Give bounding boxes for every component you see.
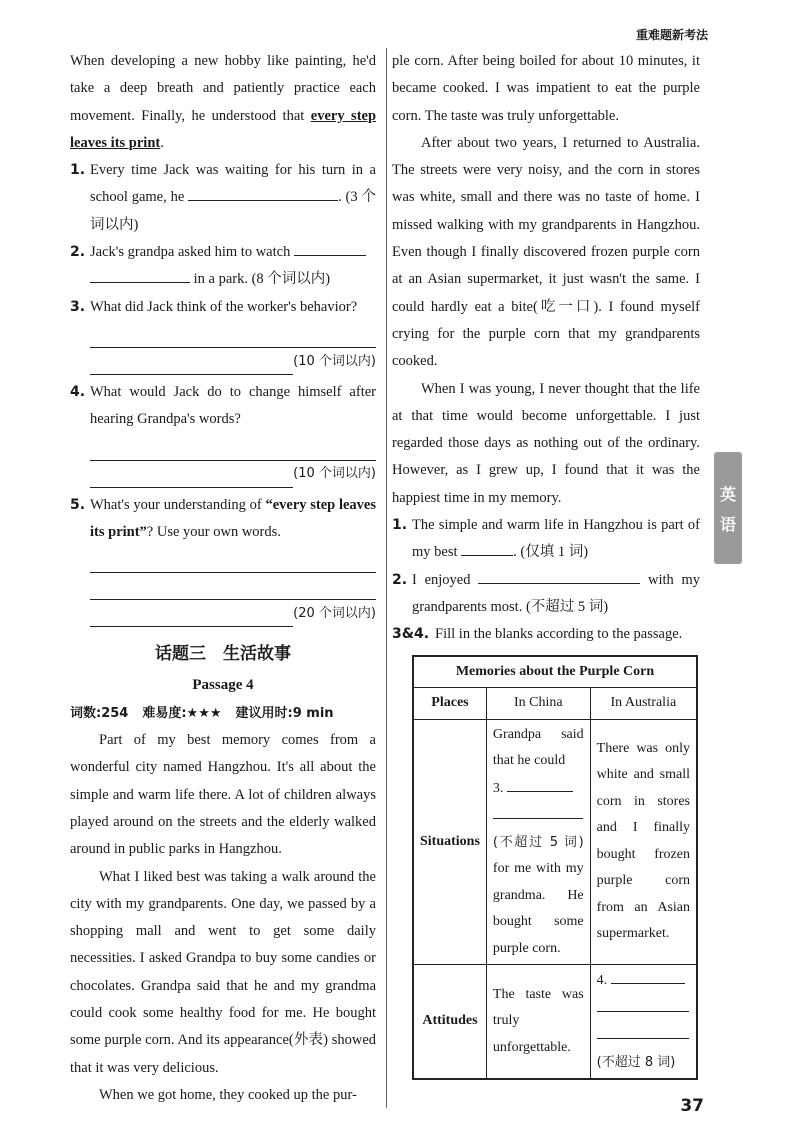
page-number: 37 <box>680 1096 704 1116</box>
passage-paragraph: ple corn. After being boiled for about 10 minutes, it became cooked. I was impatient to eat the purple corn. The taste was truly unforgettable. <box>392 53 700 124</box>
question-3: 3. What did Jack think of the worker's behavior? <box>70 298 358 315</box>
answer-blank[interactable] <box>188 184 338 201</box>
answer-blank[interactable] <box>611 967 685 984</box>
intro-paragraph: When developing a new hobby like painting, he'd take a deep breath and patiently practice each movement. Finally, he understood that every step leaves its print. <box>70 53 377 151</box>
right-column <box>392 48 700 1080</box>
answer-line[interactable] <box>90 321 376 348</box>
passage-title: Passage 4 <box>192 677 254 694</box>
passage-paragraph: Part of my best memory comes from a wonderful city named Hangzhou. It's all about the simple and warm life there. A lot of children always played around on the streets and the elderly walked around in public parks in Hangzhou. <box>70 732 376 858</box>
answer-blank[interactable] <box>461 539 513 556</box>
question-4: 4. What would Jack do to change himself after hearing Grandpa's words? <box>70 383 376 428</box>
answer-blank[interactable] <box>493 802 583 819</box>
passage-paragraph: What I liked best was taking a walk around the city with my grandparents. One day, we passed by a shopping mall and went to get some daily necessities. I asked Grandpa to buy some candies or chocolates. Grandpa said that he and my grandma could cook some healthy food for me. He bought some purple corn. And its appearance(外表) showed that it was very delicious. <box>70 868 376 1076</box>
answer-blank[interactable] <box>294 239 366 256</box>
answer-line[interactable]: (20 个词以内) <box>90 600 376 627</box>
cell-australia-situation: There was only white and small corn in stores and I finally bought frozen purple corn from an Asian supermarket. <box>590 719 697 965</box>
cell-china-attitude: The taste was truly unforgettable. <box>486 965 590 1080</box>
question-2: 2. Jack's grandpa asked him to watch in a park. (8 个词以内) <box>70 239 376 294</box>
passage-paragraph: After about two years, I returned to Australia. The streets were very noisy, and the corn in stores was white, small and there was no taste of home. I missed walking with my grandparents in Hangzhou. Even though I finally discovered frozen purple corn at an Asian supermarket, it just wasn't the same. I could hardly eat a bite(吃一口). I found myself crying for the purple corn that my grandparents cooked. <box>392 134 700 370</box>
answer-line[interactable]: (10 个词以内) <box>90 461 376 488</box>
right-question-1: 1. The simple and warm life in Hangzhou is part of my best . (仅填 1 词) <box>392 517 700 561</box>
answer-blank[interactable] <box>507 775 573 792</box>
passage-paragraph: When we got home, they cooked up the pur- <box>99 1086 357 1103</box>
answer-line[interactable]: (10 个词以内) <box>90 348 376 375</box>
answer-line[interactable] <box>90 434 376 461</box>
table-header-places: Places <box>413 688 486 720</box>
table-header-china: In China <box>486 688 590 720</box>
key-phrase: every step leaves its print <box>70 107 377 151</box>
answer-blank[interactable] <box>478 567 640 584</box>
subject-tab: 英 语 <box>714 452 742 564</box>
question-1: 1. Every time Jack was waiting for his turn in a school game, he . (3 个词以内) <box>70 162 376 233</box>
passage-paragraph: When I was young, I never thought that the life at that time would become unforgettable. I just regarded those days as nothing out of the ordinary. However, as I grew up, I found that it was the happiest time in my memory. <box>392 380 700 506</box>
row-situations: Situations <box>413 719 486 965</box>
table-header-australia: In Australia <box>590 688 697 720</box>
page-header: 重难题新考法 <box>635 28 708 42</box>
topic-heading: 话题三 生活故事 <box>155 644 291 665</box>
cell-australia-attitude: 4. (不超过 8 词) <box>590 965 697 1080</box>
answer-line[interactable] <box>90 573 376 600</box>
answer-blank[interactable] <box>597 995 689 1012</box>
left-column <box>70 48 376 1109</box>
table-title: Memories about the Purple Corn <box>413 656 697 688</box>
answer-line[interactable] <box>90 546 376 573</box>
passage-meta: 词数:254 难易度:★★★ 建议用时:9 min <box>70 705 334 721</box>
answer-blank[interactable] <box>90 266 190 283</box>
question-5: 5. What's your understanding of “every step leaves its print”? Use your own words. <box>70 496 377 540</box>
memories-table <box>412 655 698 1081</box>
row-attitudes: Attitudes <box>413 965 486 1080</box>
right-question-2: 2. I enjoyed with my grandparents most. (不超过 5 词) <box>392 567 700 622</box>
right-question-34: 3&4. Fill in the blanks according to the passage. <box>392 626 683 643</box>
column-divider <box>386 48 387 1108</box>
answer-blank[interactable] <box>597 1022 689 1039</box>
cell-china-situation: Grandpa said that he could 3. (不超过 5 词) for me with my grandma. He bought some purple corn. <box>486 719 590 965</box>
